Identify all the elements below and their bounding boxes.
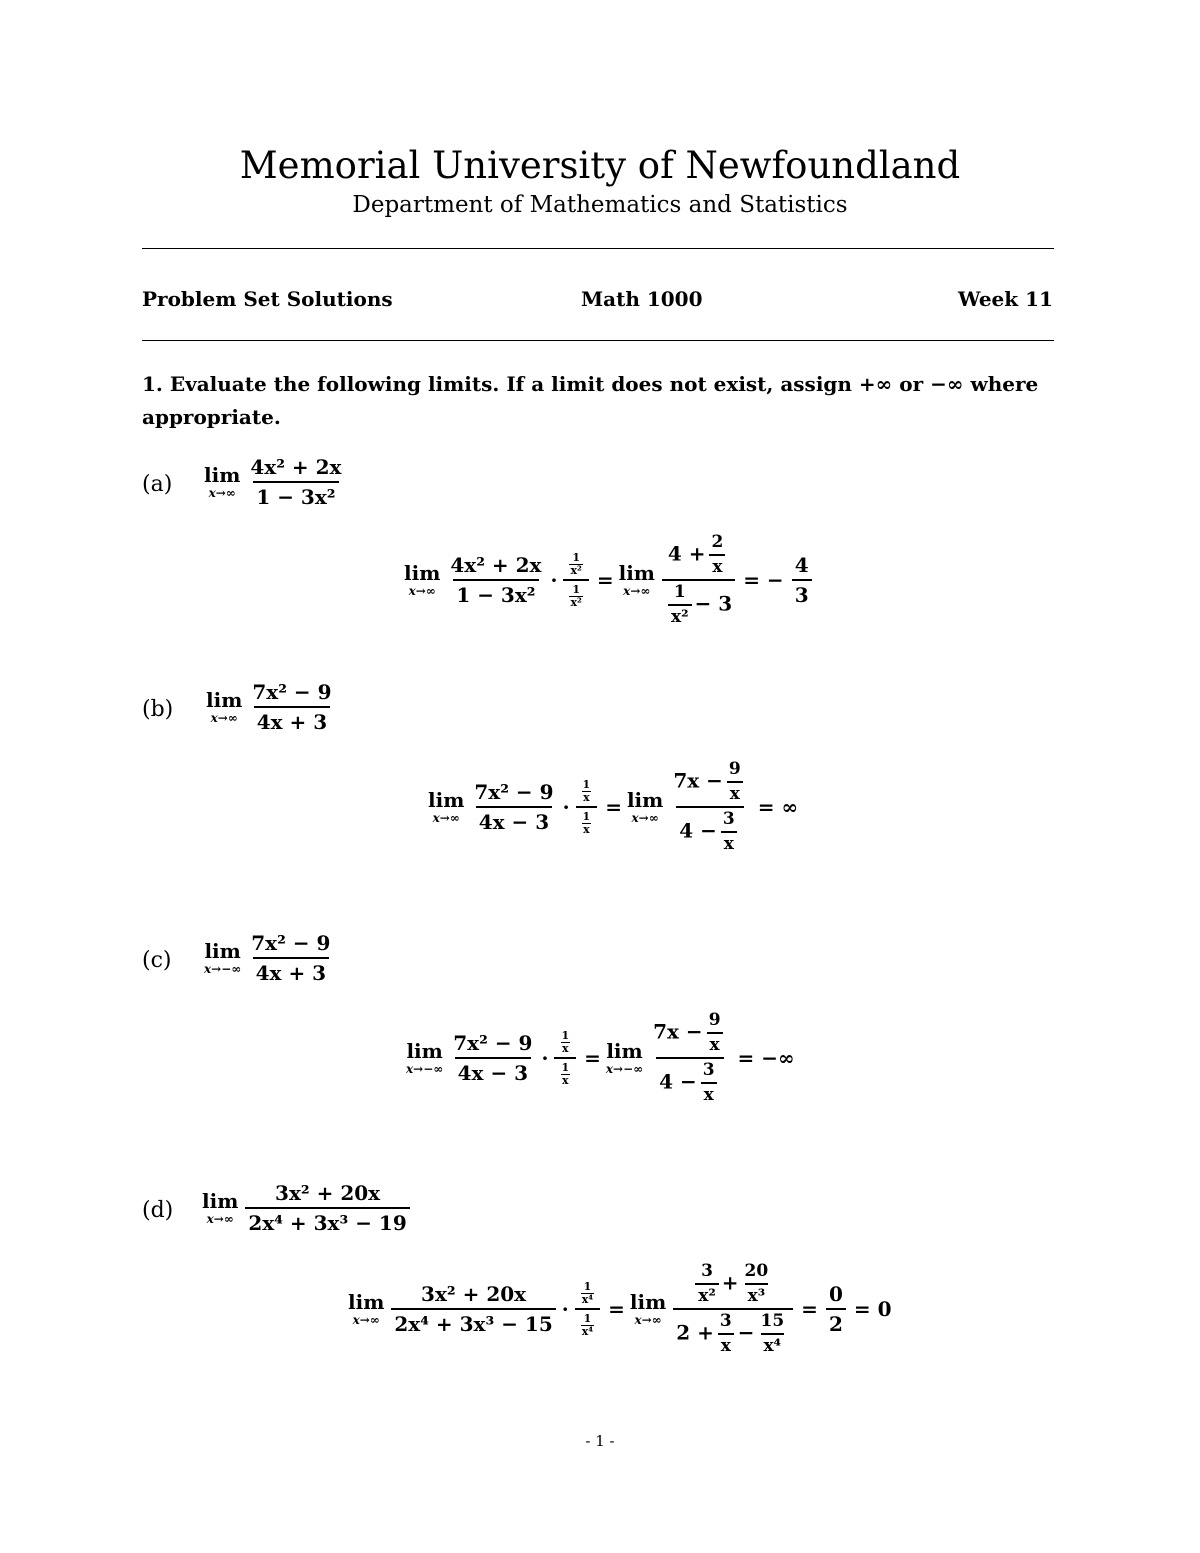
part-d-solution: lim x→∞ $\frac{\text{3x² + 20x}}{\text{2x⁴ + 3x³ − 15}}$ · $\frac{\frac{1}{\text{x⁴}}}{\frac{1}{\text{x⁴}}}$ = lim x→∞ $\frac{3}{\text{x²}}$ + $\frac{20}{\text{x³}}$ 2 + $\frac{3}{x}$ − $\frac{15}{\text{x⁴}}$ = $\frac{0}{2}$ = 0 [348,1261,892,1356]
part-c-solution: lim x→−∞ $\frac{\text{7x² − 9}}{4x - 3}$ · $\frac{\frac{1}{x}}{\frac{1}{x}}$ = lim x→−∞ 7x − $\frac{9}{x}$ 4 − $\frac{3}{x}$ = −∞ [406,1010,795,1105]
divider-top [142,248,1054,249]
header-left: Problem Set Solutions [142,287,393,311]
part-a-solution: lim x→∞ $\frac{\text{4x² + 2x}}{\text{1 − 3x²}}$ · $\frac{\frac{1}{\text{x²}}}{\frac{1}{\text{x²}}}$ = lim x→∞ 4 + $\frac{2}{x}$ $\frac{1}{\text{x²}}$ − 3 = − $\frac{4}{3}$ [404,533,815,627]
part-a-problem: lim x→∞ $\frac{\text{4x² + 2x}}{\text{1 − 3x²}}$ [204,455,342,509]
part-b-solution: lim x→∞ $\frac{\text{7x² − 9}}{4x - 3}$ · $\frac{\frac{1}{x}}{\frac{1}{x}}$ = lim x→∞ 7x − $\frac{9}{x}$ 4 − $\frac{3}{x}$ = ∞ [428,759,799,854]
part-c-label: (c) [142,948,172,973]
part-d-problem: lim x→∞ $\frac{\text{3x² + 20x}}{\text{2x⁴ + 3x³ − 19}}$ [202,1181,413,1235]
part-b-problem: lim x→∞ $\frac{\text{7x² − 9}}{4x + 3}$ [206,680,332,734]
header-course: Math 1000 [581,287,703,311]
page-number: - 1 - [585,1432,615,1450]
part-b-label: (b) [142,697,174,722]
department-title: Department of Mathematics and Statistics [352,192,848,218]
part-d-label: (d) [142,1198,174,1223]
part-a-label: (a) [142,472,173,497]
divider-header [142,340,1054,341]
university-title: Memorial University of Newfoundland [239,144,961,187]
part-c-problem: lim x→−∞ $\frac{\text{7x² − 9}}{4x + 3}$ [204,931,331,985]
question-1: 1. Evaluate the following limits. If a limit does not exist, assign +∞ or −∞ where appropriate. [142,372,1039,429]
header-week: Week 11 [958,287,1053,311]
